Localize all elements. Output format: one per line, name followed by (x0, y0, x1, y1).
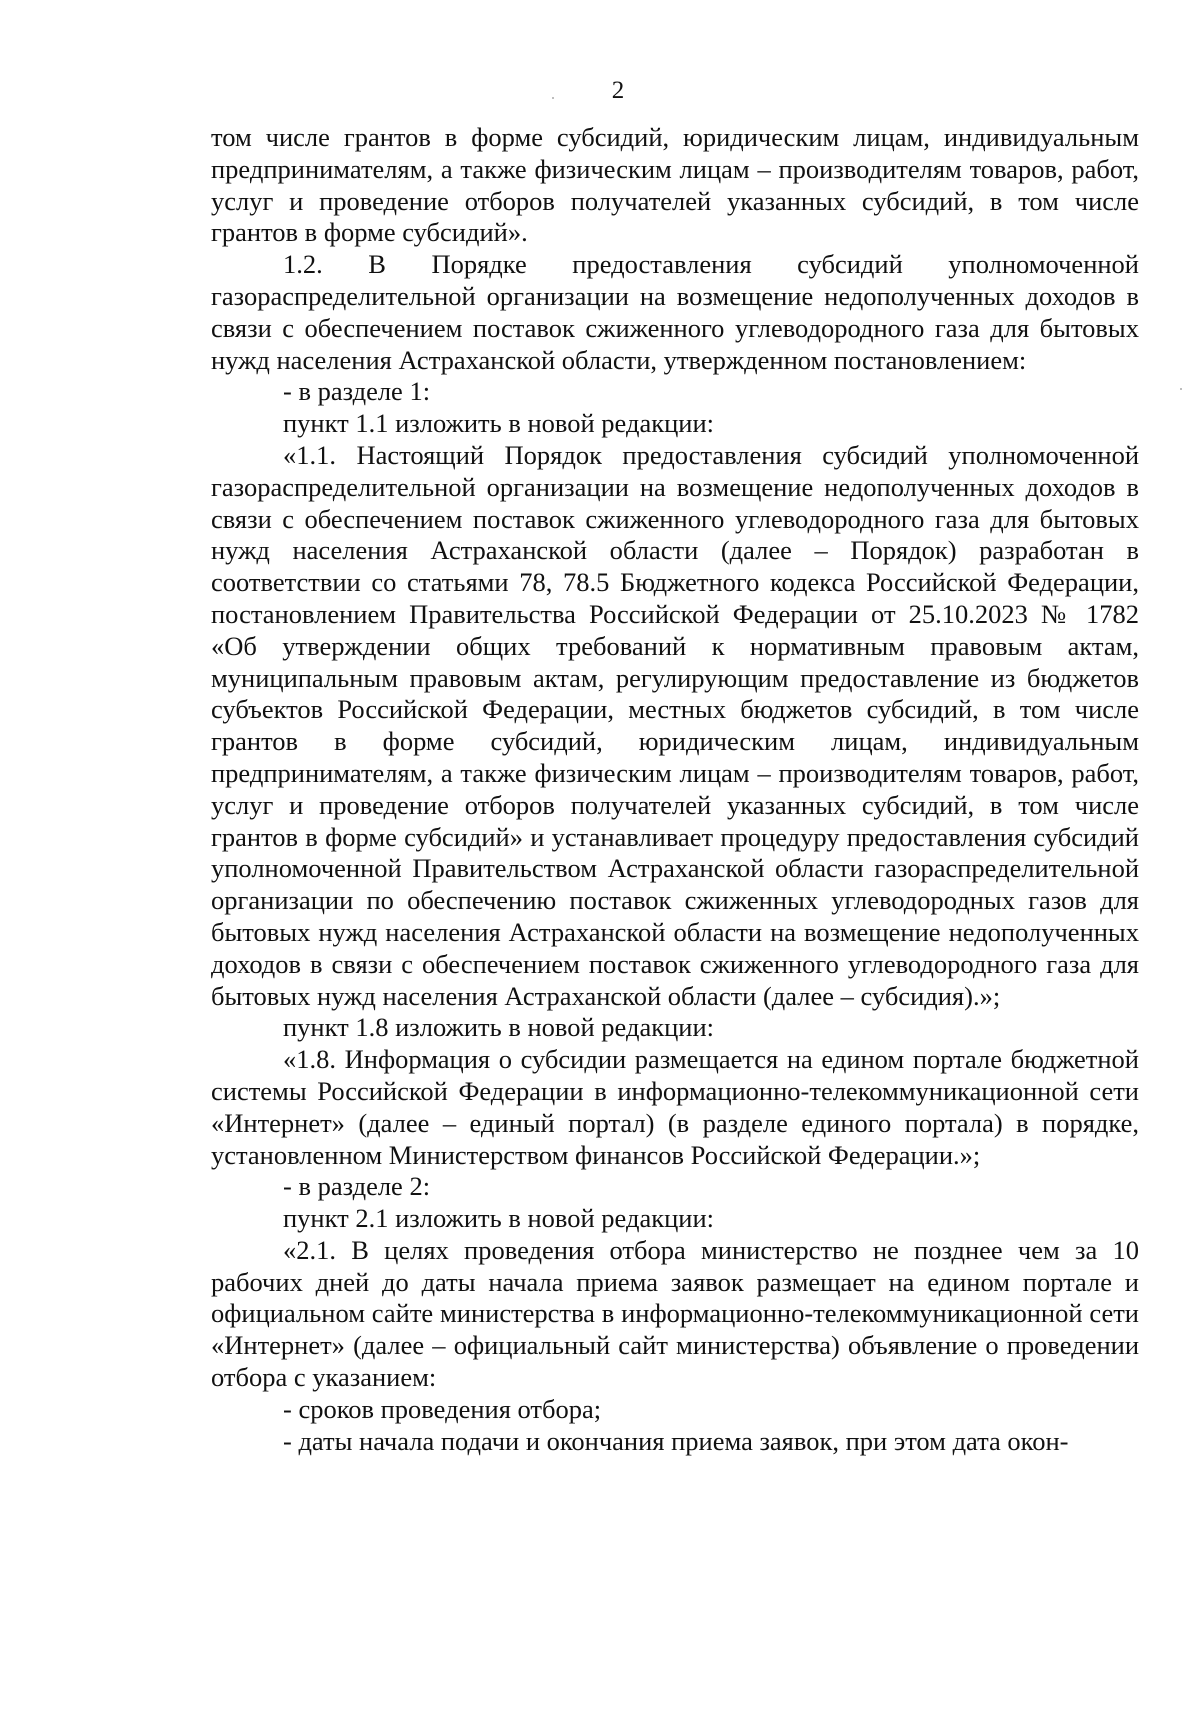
scan-speck (552, 97, 554, 99)
paragraph: том числе грантов в форме субсидий, юридическим лицам, индивидуальным предпринимателям, а также физическим лицам – производителям товаров, работ, услуг и проведение отборов получателей указанных субсидий, в том числе грантов в форме субсидий». (211, 122, 1139, 248)
paragraph: «1.1. Настоящий Порядок предоставления субсидий уполномоченной газораспределительной организации на возмещение недополученных доходов в связи с обеспечением поставок сжиженного углеводородного газа для бытовых нужд населения Астраханской области (далее – Порядок) разработан в соответствии со статьями 78, 78.5 Бюджетного кодекса Российской Федерации, постановлением Правительства Российской Федерации от 25.10.2023 № 1782 «Об утверждении общих требований к нормативным правовым актам, муниципальным правовым актам, регулирующим предоставление из бюджетов субъектов Российской Федерации, местных бюджетов субсидий, в том числе грантов в форме субсидий, юридическим лицам, индивидуальным предпринимателям, а также физическим лицам – производителям товаров, работ, услуг и проведение отборов получателей указанных субсидий, в том числе грантов в форме субсидий» и устанавливает процедуру предоставления субсидий уполномоченной Правительством Астраханской области газораспределительной организации по обеспечению поставок сжиженных углеводородных газов для бытовых нужд населения Астраханской области на возмещение недополученных доходов в связи с обеспечением поставок сжиженного углеводородного газа для бытовых нужд населения Астраханской области (далее – субсидия).»; (211, 439, 1139, 1011)
paragraph: «2.1. В целях проведения отбора министерство не позднее чем за 10 рабочих дней до даты начала приема заявок размещает на едином портале и официальном сайте министерства в информационно-телекоммуникационной сети «Интернет» (далее – официальный сайт министерства) объявление о проведении отбора с указанием: (211, 1234, 1139, 1393)
paragraph: - сроков проведения отбора; (283, 1393, 602, 1424)
document-body (211, 122, 1139, 1457)
paragraph: - в разделе 1: (283, 376, 431, 407)
paragraph: пункт 1.8 изложить в новой редакции: (283, 1012, 714, 1043)
paragraph: пункт 1.1 изложить в новой редакции: (283, 408, 714, 439)
paragraph: - в разделе 2: (283, 1171, 431, 1202)
scan-speck (1180, 388, 1182, 390)
paragraph: пункт 2.1 изложить в новой редакции: (283, 1203, 714, 1234)
paragraph: - даты начала подачи и окончания приема заявок, при этом дата окон- (283, 1425, 1069, 1456)
paragraph: 1.2. В Порядке предоставления субсидий уполномоченной газораспределительной организации на возмещение недополученных доходов в связи с обеспечением поставок сжиженного углеводородного газа для бытовых нужд населения Астраханской области, утвержденном постановлением: (211, 249, 1139, 375)
page-number: 2 (611, 77, 625, 104)
paragraph: «1.8. Информация о субсидии размещается на едином портале бюджетной системы Российской Федерации в информационно-телекоммуникационной сети «Интернет» (далее – единый портал) (в разделе единого портала) в порядке, установленном Министерством финансов Российской Федерации.»; (211, 1044, 1139, 1170)
